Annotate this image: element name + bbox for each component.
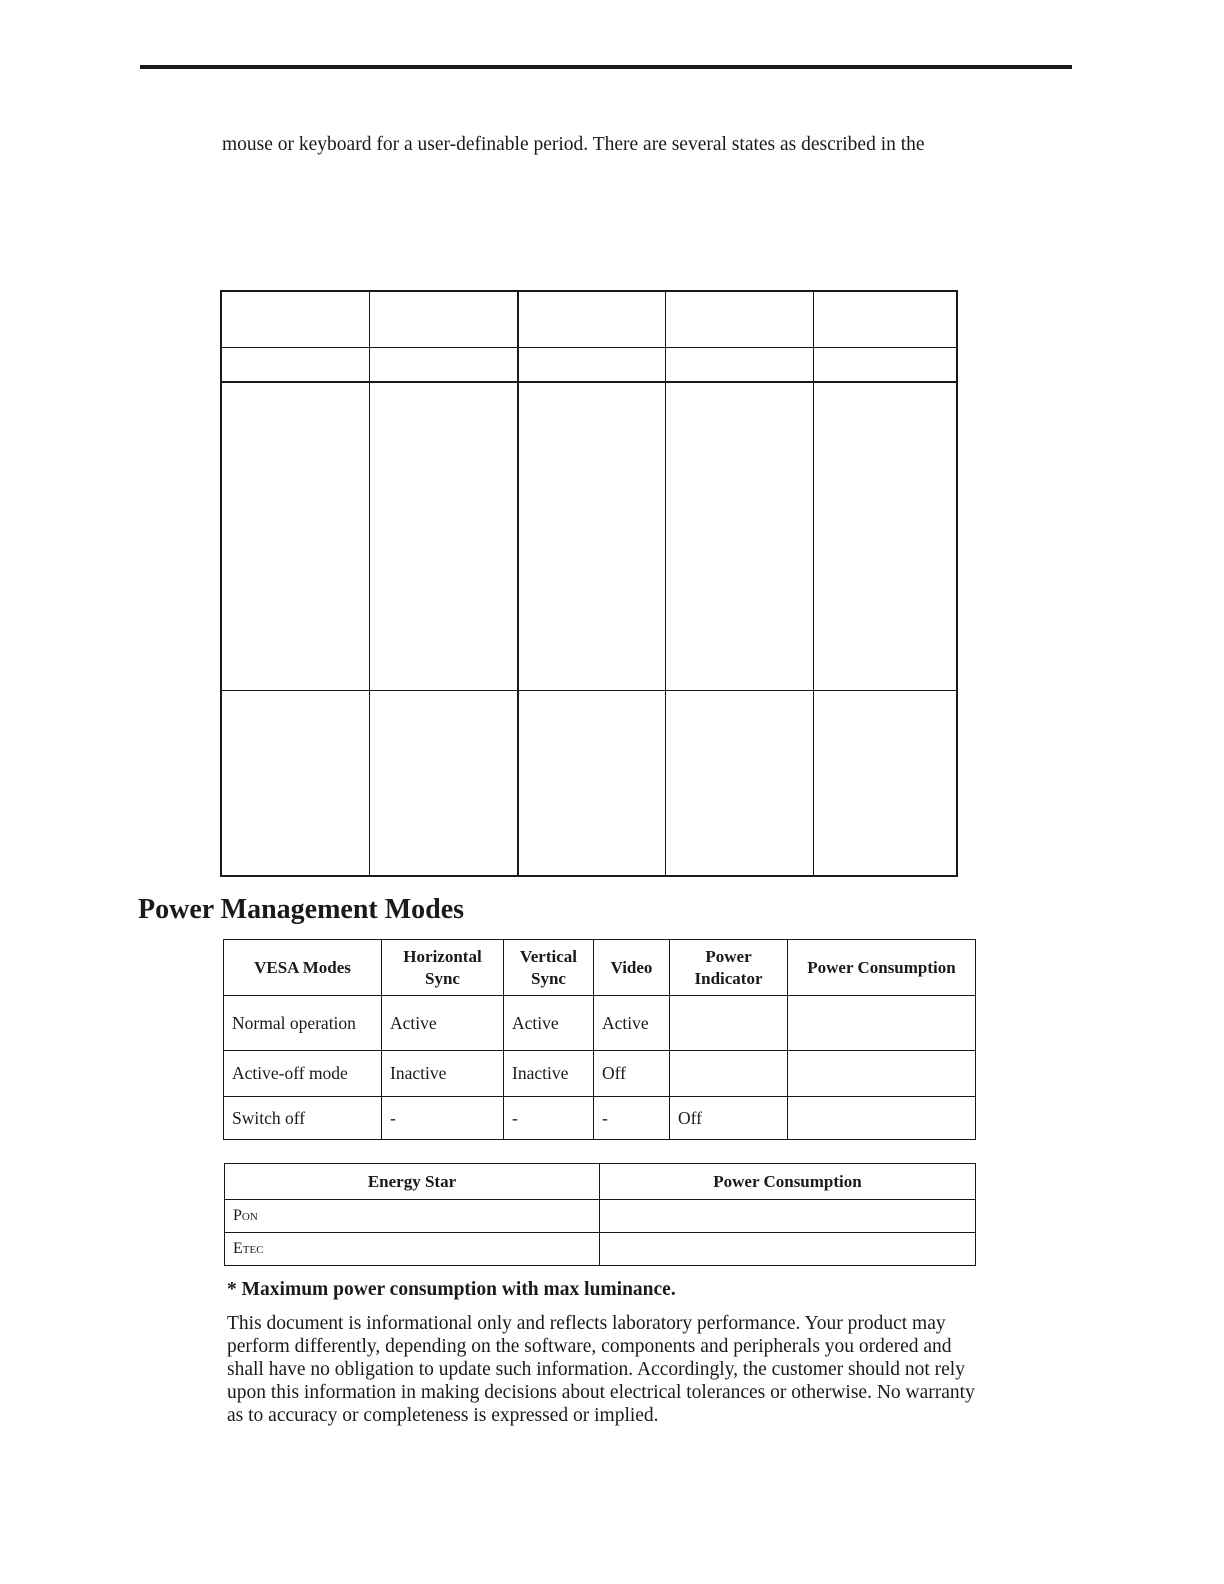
table-cell: [666, 292, 814, 348]
h-sync-cell: -: [382, 1097, 504, 1140]
table-row: [224, 1051, 976, 1097]
video-cell: Active: [594, 996, 670, 1051]
table-row: [224, 1097, 976, 1140]
table-row: [224, 996, 976, 1051]
v-sync-cell: Inactive: [504, 1051, 594, 1097]
energy-star-table: [224, 1163, 976, 1266]
pon-label: Pon: [225, 1200, 600, 1233]
table-cell: [814, 348, 957, 382]
etec-label: Etec: [225, 1233, 600, 1266]
mode-cell: Normal operation: [224, 996, 382, 1051]
table-cell: [370, 691, 518, 876]
table-cell: [222, 292, 370, 348]
table-cell: [518, 382, 666, 691]
table-row: [222, 691, 957, 876]
table-cell: [222, 382, 370, 691]
header-video: Video: [594, 940, 670, 996]
video-cell: Off: [594, 1051, 670, 1097]
table-row: [222, 292, 957, 348]
header-power-indicator: Power Indicator: [670, 940, 788, 996]
etec-value: [600, 1233, 976, 1266]
v-sync-cell: -: [504, 1097, 594, 1140]
table-header-row: [225, 1164, 976, 1200]
h-sync-cell: Active: [382, 996, 504, 1051]
v-sync-cell: Active: [504, 996, 594, 1051]
table-cell: [518, 292, 666, 348]
intro-text: mouse or keyboard for a user-definable period. There are several states as described in the: [222, 134, 925, 155]
table-row: [222, 382, 957, 691]
header-power-consumption: Power Consumption: [788, 940, 976, 996]
table-cell: [814, 691, 957, 876]
pon-value: [600, 1200, 976, 1233]
table-row: [225, 1233, 976, 1266]
header-horizontal-sync: Horizontal Sync: [382, 940, 504, 996]
indicator-cell: Off: [670, 1097, 788, 1140]
table-cell: [518, 691, 666, 876]
table-row: [222, 348, 957, 382]
table-cell: [222, 691, 370, 876]
section-title: Power Management Modes: [138, 894, 465, 925]
header-es-power-consumption: Power Consumption: [600, 1164, 976, 1200]
table-cell: [666, 382, 814, 691]
table-cell: [814, 382, 957, 691]
empty-table: [221, 291, 957, 876]
footnote: * Maximum power consumption with max luminance.: [227, 1279, 676, 1300]
header-rule: [140, 65, 1072, 69]
power-management-table: [223, 939, 976, 1140]
indicator-cell: [670, 996, 788, 1051]
table-row: [225, 1200, 976, 1233]
h-sync-cell: Inactive: [382, 1051, 504, 1097]
disclaimer-text: This document is informational only and reflects laboratory performance. Your product may perform differently, depending on the software, components and peripherals you ordered and shall have no obligation to update such information. Accordingly, the customer should not rely upon this information in making decisions about electrical tolerances or otherwise. No warranty as to accuracy or completeness is expressed or implied.: [227, 1313, 975, 1426]
header-vesa-modes: VESA Modes: [224, 940, 382, 996]
table-cell: [370, 348, 518, 382]
video-cell: -: [594, 1097, 670, 1140]
consumption-cell: [788, 1097, 976, 1140]
consumption-cell: [788, 1051, 976, 1097]
table-cell: [222, 348, 370, 382]
table-cell: [666, 348, 814, 382]
table-header-row: [224, 940, 976, 996]
header-energy-star: Energy Star: [225, 1164, 600, 1200]
table-cell: [370, 382, 518, 691]
table-cell: [814, 292, 957, 348]
indicator-cell: [670, 1051, 788, 1097]
table-cell: [666, 691, 814, 876]
header-vertical-sync: Vertical Sync: [504, 940, 594, 996]
mode-cell: Active-off mode: [224, 1051, 382, 1097]
table-cell: [370, 292, 518, 348]
consumption-cell: [788, 996, 976, 1051]
mode-cell: Switch off: [224, 1097, 382, 1140]
table-cell: [518, 348, 666, 382]
